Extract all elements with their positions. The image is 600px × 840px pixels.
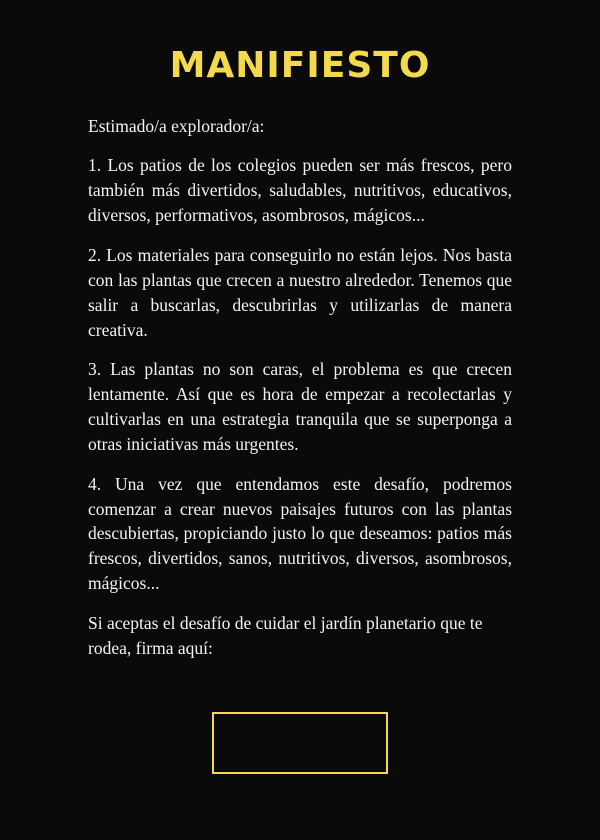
signature-area xyxy=(0,712,600,774)
manifesto-point-4: 4. Una vez que entendamos este desafío, podremos comenzar a crear nuevos paisajes futuros con las plantas descubiertas, propiciando justo lo que deseamos: patios más frescos, divertidos, sanos, nutritivos, diversos, asombrosos, mágicos... xyxy=(88,473,512,594)
manifesto-point-1: 1. Los patios de los colegios pueden ser más frescos, pero también más divertidos, saludables, nutritivos, educativos, diversos, performativos, asombrosos, mágicos... xyxy=(88,155,512,226)
manifesto-point-2: 2. Los materiales para conseguirlo no están lejos. Nos basta con las plantas que crecen a nuestro alrededor. Tenemos que salir a buscarlas, descubrirlas y utilizarlas de manera creativa. xyxy=(88,244,512,340)
signature-field[interactable] xyxy=(212,712,388,774)
manifesto-point-3: 3. Las plantas no son caras, el problema es que crecen lentamente. Así que es hora de empezar a recolectarlas y cultivarlas en una estrategia tranquila que se superponga a otras iniciativas más urgentes. xyxy=(88,359,512,454)
salutation: Estimado/a explorador/a: xyxy=(88,115,265,136)
closing-statement: Si aceptas el desafío de cuidar el jardín planetario que te rodea, firma aquí: xyxy=(88,612,483,658)
page-title: MANIFIESTO xyxy=(169,45,431,86)
manifesto-body xyxy=(0,86,600,661)
